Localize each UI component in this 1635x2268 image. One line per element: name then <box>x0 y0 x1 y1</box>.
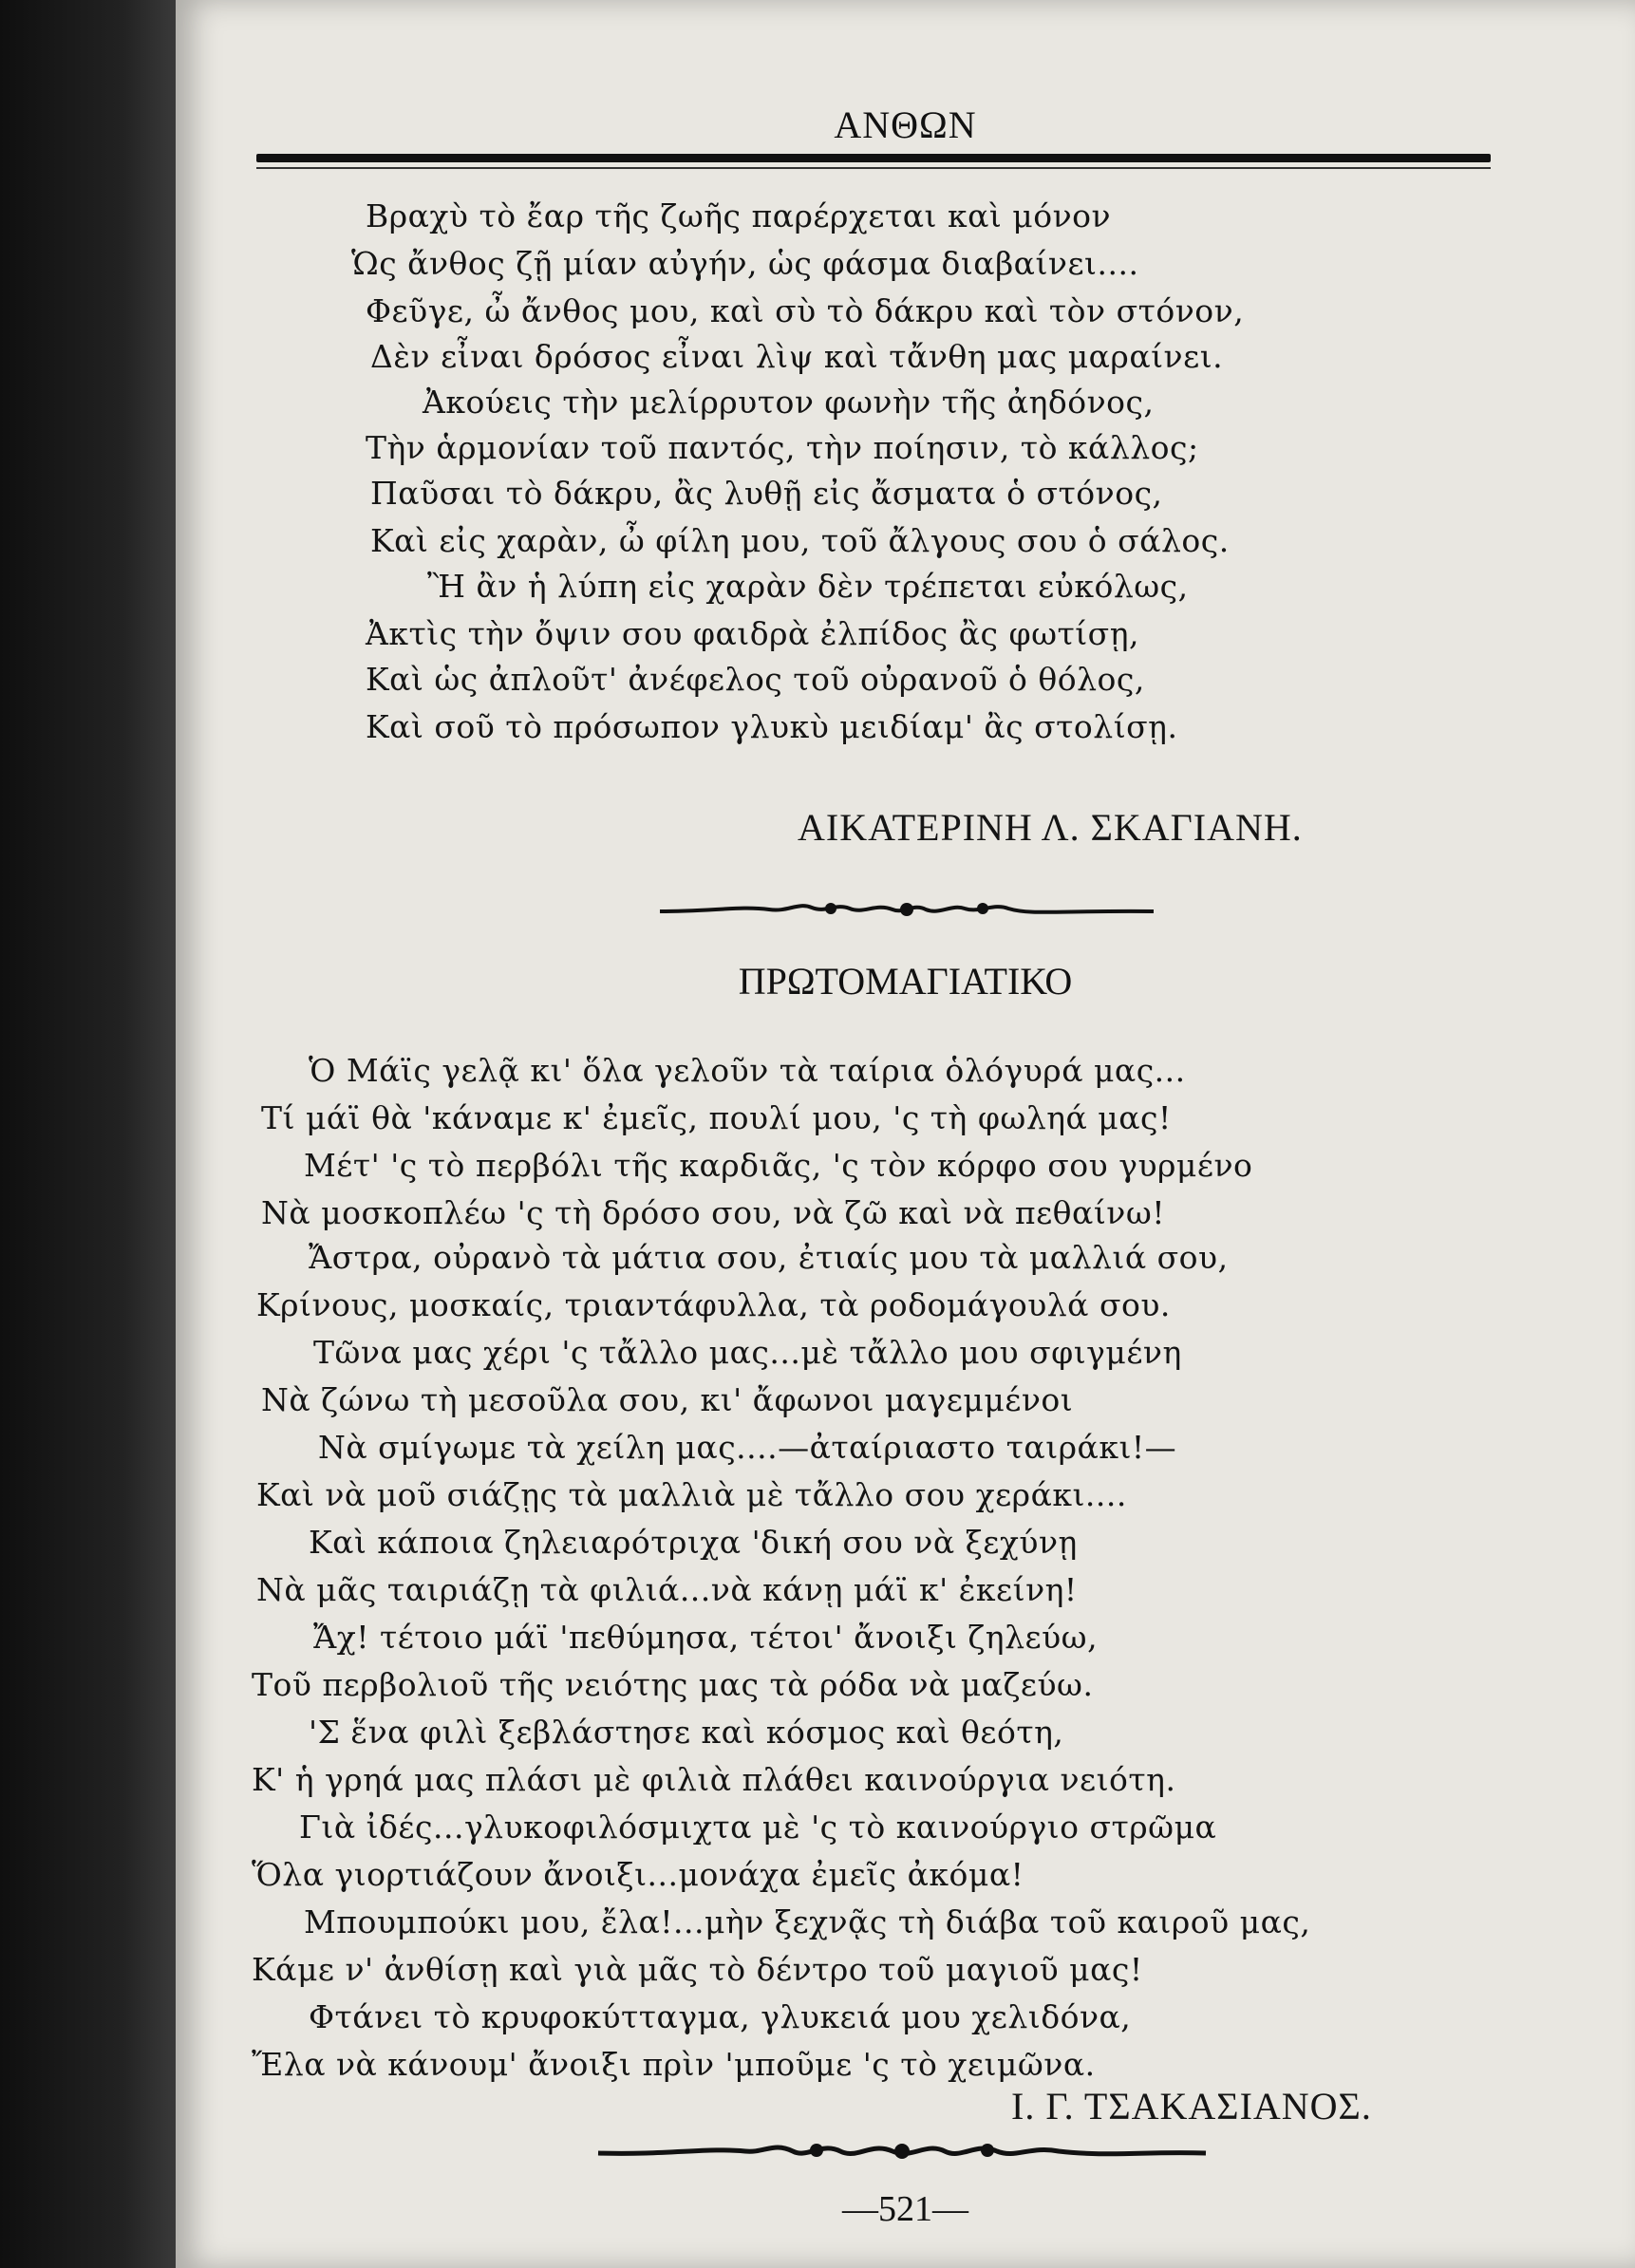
verse-line: Ὡς ἄνθος ζῇ μίαν αὐγήν, ὡς φάσμα διαβαίνει.... <box>351 245 1139 282</box>
verse-line: Κ' ἡ γρηά μας πλάσι μὲ φιλιὰ πλάθει καινούργια νειότη. <box>252 1761 1176 1798</box>
header-rule-thin <box>256 167 1491 169</box>
ornament-divider-icon <box>655 897 1158 926</box>
verse-line: Μέτ' 'ς τὸ περβόλι τῆς καρδιᾶς, 'ς τὸν κόρφο σου γυρμένο <box>304 1147 1253 1184</box>
verse-line: 'Σ ἕνα φιλὶ ξεβλάστησε καὶ κόσμος καὶ θεότη, <box>309 1714 1064 1751</box>
verse-line: Μπουμπούκι μου, ἔλα!...μὴν ξεχνᾷς τὴ διάβα τοῦ καιροῦ μας, <box>304 1903 1311 1940</box>
verse-line: Τῶνα μας χέρι 'ς τἄλλο μας...μὲ τἄλλο μου σφιγμένη <box>313 1334 1182 1371</box>
ornament-divider-icon <box>593 2134 1211 2172</box>
header-rule <box>256 154 1491 162</box>
verse-line: Φεῦγε, ὦ ἄνθος μου, καὶ σὺ τὸ δάκρυ καὶ τὸν στόνον, <box>366 292 1245 329</box>
verse-line: Τοῦ περβολιοῦ τῆς νειότης μας τὰ ρόδα νὰ μαζεύω. <box>252 1666 1094 1703</box>
poem-two-author: Ι. Γ. ΤΣΑΚΑΣΙΑΝΟΣ. <box>1011 2085 1372 2127</box>
poem-one-author: ΑΙΚΑΤΕΡΙΝΗ Λ. ΣΚΑΓΙΑΝΗ. <box>798 806 1303 849</box>
verse-line: Φτάνει τὸ κρυφοκύτταγμα, γλυκειά μου χελιδόνα, <box>309 1998 1132 2035</box>
verse-line: Ἀκτὶς τὴν ὄψιν σου φαιδρὰ ἐλπίδος ἂς φωτίσῃ, <box>366 615 1139 652</box>
book-page <box>176 0 1635 2268</box>
verse-line: Γιὰ ἰδές...γλυκοφιλόσμιχτα μὲ 'ς τὸ καινούργιο στρῶμα <box>299 1809 1217 1846</box>
verse-line: Τὴν ἁρμονίαν τοῦ παντός, τὴν ποίησιν, τὸ κάλλος; <box>366 429 1199 466</box>
verse-line: Ὅλα γιορτιάζουν ἄνοιξι...μονάχα ἐμεῖς ἀκόμα! <box>252 1856 1024 1893</box>
verse-line: Ἀκούεις τὴν μελίρρυτον φωνὴν τῆς ἀηδόνος, <box>423 384 1155 421</box>
verse-line: Κρίνους, μοσκαίς, τριαντάφυλλα, τὰ ροδομάγουλά σου. <box>256 1286 1171 1323</box>
verse-line: Ὁ Μάϊς γελᾷ κι' ὅλα γελοῦν τὰ ταίρια ὁλόγυρά μας... <box>309 1052 1186 1089</box>
verse-line: Παῦσαι τὸ δάκρυ, ἂς λυθῇ εἰς ἄσματα ὁ στόνος, <box>370 475 1163 512</box>
verse-line: Βραχὺ τὸ ἔαρ τῆς ζωῆς παρέρχεται καὶ μόνον <box>366 197 1112 234</box>
verse-line: Κάμε ν' ἀνθίσῃ καὶ γιὰ μᾶς τὸ δέντρο τοῦ μαγιοῦ μας! <box>252 1951 1143 1988</box>
poem-two-title: ΠΡΩΤΟΜΑΓΙΑΤΙΚΟ <box>738 960 1073 1003</box>
verse-line: Ἔλα νὰ κάνουμ' ἄνοιξι πρὶν 'μποῦμε 'ς τὸ χειμῶνα. <box>252 2046 1096 2083</box>
verse-line: Νὰ μοσκοπλέω 'ς τὴ δρόσο σου, νὰ ζῶ καὶ νὰ πεθαίνω! <box>261 1194 1165 1231</box>
verse-line: Καὶ σοῦ τὸ πρόσωπον γλυκὺ μειδίαμ' ἂς στολίσῃ. <box>366 708 1178 745</box>
verse-line: Καὶ νὰ μοῦ σιάζῃς τὰ μαλλιὰ μὲ τἄλλο σου χεράκι.... <box>256 1476 1127 1513</box>
verse-line: Ἄχ! τέτοιο μάϊ 'πεθύμησα, τέτοι' ἄνοιξι ζηλεύω, <box>313 1619 1099 1656</box>
running-header: ΑΝΘΩΝ <box>834 103 977 146</box>
page-number: —521— <box>842 2189 968 2229</box>
verse-line: Νὰ μᾶς ταιριάζῃ τὰ φιλιά...νὰ κάνῃ μάϊ κ' ἐκείνη! <box>256 1571 1078 1608</box>
verse-line: Τί μάϊ θὰ 'κάναμε κ' ἐμεῖς, πουλί μου, 'ς τὴ φωληά μας! <box>261 1099 1172 1136</box>
verse-line: Καὶ εἰς χαρὰν, ὦ φίλη μου, τοῦ ἄλγους σου ὁ σάλος. <box>370 522 1230 559</box>
verse-line: Καὶ ὡς ἀπλοῦτ' ἀνέφελος τοῦ οὐρανοῦ ὁ θόλος, <box>366 661 1145 698</box>
verse-line: Νὰ ζώνω τὴ μεσοῦλα σου, κι' ἄφωνοι μαγεμμένοι <box>261 1381 1074 1418</box>
verse-line: Δὲν εἶναι δρόσος εἶναι λὶψ καὶ τἄνθη μας μαραίνει. <box>370 338 1224 375</box>
verse-line: Νὰ σμίγωμε τὰ χείλη μας....—ἀταίριαστο ταιράκι!— <box>318 1429 1177 1466</box>
verse-line: Ἢ ἂν ἡ λύπη εἰς χαρὰν δὲν τρέπεται εὐκόλως, <box>427 568 1189 605</box>
book-spine-shadow <box>0 0 176 2268</box>
verse-line: Ἄστρα, οὐρανὸ τὰ μάτια σου, ἐτιαίς μου τὰ μαλλιά σου, <box>309 1239 1229 1276</box>
verse-line: Καὶ κάποια ζηλειαρότριχα 'δική σου νὰ ξεχύνῃ <box>309 1524 1078 1561</box>
